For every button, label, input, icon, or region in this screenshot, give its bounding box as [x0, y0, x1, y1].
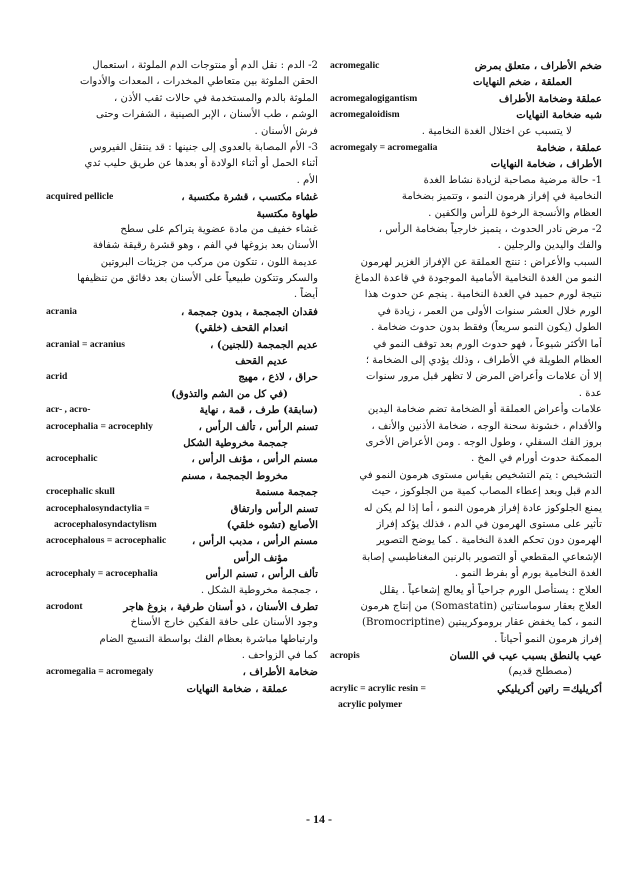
arabic-term: مخروط الجمجمة ، مسنم [181, 469, 288, 482]
arabic-definition-text: فرش الأسنان . [254, 125, 318, 137]
arabic-term: عملقة وضخامة الأطراف [499, 92, 602, 105]
english-term: acr- , acro- [46, 404, 91, 416]
definition-line [46, 156, 318, 172]
definition-line [330, 615, 602, 631]
definition-line [46, 583, 318, 599]
definition-line [46, 386, 318, 402]
dictionary-entry-line [330, 140, 602, 156]
definition-line [46, 615, 318, 631]
definition-line [330, 287, 602, 303]
arabic-term: مسنم الرأس ، مؤنف الرأس ، [191, 453, 318, 466]
arabic-definition-text: التشخيص : يتم التشخيص بقياس مستوى هرمون النمو في [359, 469, 602, 481]
arabic-definition-text: والفك واليدين والرجلين . [497, 240, 602, 252]
arabic-definition-text: تأثير على مستوى الهرمون في الدم ، فذلك يؤكد إفراز [376, 518, 602, 530]
arabic-definition-text: والأقدام ، خشونة سحنة الوجه ، ضخامة الأذنين والأنف ، [371, 420, 602, 432]
definition-line [330, 402, 602, 418]
definition-line [330, 664, 602, 680]
arabic-definition-text: الإشعاعي المقطعي أو التصوير بالرنين المغناطيسي إصابة [361, 551, 602, 563]
definition-line [330, 206, 602, 222]
dictionary-entry-line [46, 484, 318, 500]
arabic-definition-text: 2- مرض نادر الحدوث ، يتميز خارجياً بضخامة الرأس ، [378, 223, 602, 235]
arabic-term: تسنم الرأس ، تألف الرأس ، [198, 420, 318, 433]
definition-line [330, 173, 602, 189]
arabic-definition-text: (مصطلح قديم) [508, 666, 572, 678]
definition-line [330, 353, 602, 369]
english-term: acromegalogigantism [330, 92, 418, 104]
english-term: acrania [46, 305, 77, 317]
arabic-definition-text: النخامية في إفراز هرمون النمو ، وتتميز بضخامة [401, 191, 602, 203]
dictionary-entry-line [46, 517, 318, 533]
arabic-definition-text: أيضاً . [293, 289, 318, 301]
dictionary-entry-line [330, 107, 602, 123]
arabic-definition-text: العظام والأنسجة الرخوة للرأس والكفين . [428, 207, 602, 219]
definition-line [46, 320, 318, 336]
left-column [46, 58, 318, 697]
definition-line [46, 222, 318, 238]
arabic-term: (سابقة) طرف ، قمة ، نهاية [199, 404, 318, 417]
definition-line [46, 435, 318, 451]
right-column [330, 58, 602, 714]
definition-line [330, 468, 602, 484]
arabic-term: انعدام القحف (خلقي) [194, 322, 288, 335]
definition-line [46, 74, 318, 90]
arabic-definition-text: الملوثة بالدم والمستخدمة في حالات ثقب الأذن ، [114, 92, 318, 104]
arabic-definition-text: الأم . [296, 174, 318, 186]
arabic-definition-text: العلاج : يستأصل الورم جراحياً أو يعالج إشعاعياً . يقلل [379, 584, 602, 596]
definition-line [46, 124, 318, 140]
dictionary-entry-line [330, 648, 602, 664]
english-term: acromegaly = acromegalia [330, 141, 438, 153]
arabic-definition-text: الهرمون دون تحكم الغدة النخامية . كما يوضح التصوير [376, 535, 602, 547]
arabic-definition-text: النمو ، كما يخفض عقار بروموكريبتين (Bromocriptine) [362, 617, 602, 629]
definition-line [46, 468, 318, 484]
english-term: acrocephalia = acrocephly [46, 420, 153, 432]
arabic-term: تطرف الأسنان ، ذو أسنان طرفية ، بزوغ هاجر [123, 600, 318, 613]
arabic-term: مسنم الرأس ، مدبب الرأس ، [192, 535, 318, 548]
english-term: acrocephalous = acrocephalic [46, 535, 167, 547]
arabic-term: (في كل من الشم والتذوق) [171, 387, 288, 400]
arabic-definition-text: العظام الطويلة في الأطراف ، وذلك يؤدي إلى الضخامة ؛ [365, 355, 602, 367]
arabic-term: فقدان الجمجمة ، بدون جمجمة ، [180, 305, 318, 318]
definition-line [46, 632, 318, 648]
arabic-definition-text: إلا أن علامات وأعراض المرض لا تظهر قبل مرور سنوات [366, 371, 602, 383]
dictionary-entry-line [46, 664, 318, 680]
english-term: acrylic polymer [338, 699, 403, 711]
arabic-term: طهاوة مكتسبة [256, 207, 318, 220]
arabic-term: عملقة ، ضخامة [536, 141, 602, 154]
definition-line [46, 271, 318, 287]
definition-line [330, 271, 602, 287]
arabic-term: ضخم الأطراف ، متعلق بمرض [474, 60, 602, 72]
arabic-definition-text: وجود الأسنان على حافة الفكين خارج الأسناخ [130, 617, 318, 629]
definition-line [330, 419, 602, 435]
definition-line [46, 91, 318, 107]
definition-line [330, 533, 602, 549]
dictionary-entry-line [330, 91, 602, 107]
definition-line [330, 156, 602, 172]
arabic-definition-text: الأسنان بعد بزوغها في الفم ، وهو قشرة رقيقة شفافة [92, 240, 318, 252]
definition-line [330, 189, 602, 205]
definition-line [46, 238, 318, 254]
english-term: acrid [46, 371, 68, 383]
definition-line [330, 517, 602, 533]
definition-line [330, 451, 602, 467]
arabic-term: الأصابع (تشوه خلقي) [226, 518, 318, 531]
arabic-term: عيب بالنطق بسبب عيب في اللسان [449, 650, 602, 663]
definition-line [46, 648, 318, 664]
english-term: crocephalic skull [46, 486, 115, 498]
definition-line [330, 501, 602, 517]
arabic-definition-text: أثناء الحمل أو أثناء الولادة أو بعدها عن طريق حليب ثدي [84, 158, 318, 170]
arabic-definition-text: الوشم ، طب الأسنان ، الإبر الصينية ، الشفرات وحتى [95, 109, 318, 121]
english-term: acrocephalosyndactylism [54, 518, 157, 530]
definition-line [330, 222, 602, 238]
arabic-definition-text: غشاء خفيف من مادة عضوية يتراكم على سطح [120, 223, 318, 235]
english-term: acromegalia = acromegaly [46, 666, 154, 678]
definition-line [330, 369, 602, 385]
english-term: acrylic = acrylic resin = [330, 682, 427, 694]
arabic-term: غشاء مكتسب ، قشرة مكتسبة ، [181, 191, 318, 204]
dictionary-entry-line [46, 402, 318, 418]
arabic-definition-text: ، جمجمة مخروطية الشكل . [200, 584, 318, 596]
definition-line [330, 124, 602, 140]
dictionary-entry-line [46, 189, 318, 205]
arabic-term: مؤنف الرأس [233, 551, 288, 564]
definition-line [330, 599, 602, 615]
definition-line [46, 353, 318, 369]
definition-line [330, 320, 602, 336]
definition-line [330, 255, 602, 271]
definition-line [46, 206, 318, 222]
arabic-definition-text: السبب والأعراض : تنتج العملقة عن الإفراز الغزير لهرمون [360, 256, 602, 268]
definition-line [330, 304, 602, 320]
arabic-definition-text: الغدة النخامية بورم أو بفرط النمو . [454, 568, 602, 580]
arabic-term: تسنم الرأس وارتفاق [230, 502, 318, 515]
definition-line [330, 238, 602, 254]
arabic-definition-text: والسكر وتتكون طبيعياً على الأسنان بعد دقائق من تنظيفها [77, 273, 318, 285]
english-term: acranial = acranius [46, 338, 126, 350]
arabic-definition-text: النمو من الغدة النخامية الأمامية الموجودة في قاعدة الدماغ [354, 273, 602, 285]
dictionary-entry-line [330, 697, 602, 713]
english-term: acquired pellicle [46, 191, 114, 203]
english-term: acropis [330, 650, 360, 662]
arabic-term: عملقة ، ضخامة النهايات [186, 682, 288, 695]
dictionary-entry-line [46, 599, 318, 615]
arabic-term: جمجمة مسنمة [255, 486, 318, 499]
definition-line [330, 74, 602, 90]
definition-line [330, 632, 602, 648]
arabic-definition-text: يمنع الجلوكوز عادة إفراز هرمون النمو ، أما إذا لم يكن له [363, 502, 602, 514]
arabic-definition-text: 2- الدم : نقل الدم أو منتوجات الدم الملوثة ، استعمال [92, 60, 318, 71]
arabic-definition-text: الدم قبل وبعد إعطاء المصاب كمية من الجلوكوز ، حيث [371, 486, 602, 498]
definition-line [46, 255, 318, 271]
arabic-term: عديم القحف [235, 355, 288, 368]
definition-line [46, 107, 318, 123]
arabic-definition-text: وارتباطها مباشرة بعظام الفك بواسطة النسيج الضام [99, 633, 318, 645]
definition-line [330, 386, 602, 402]
arabic-term: العملقة ، ضخم النهايات [473, 76, 572, 89]
definition-line [330, 484, 602, 500]
arabic-definition-text: الورم خلال العشر سنوات الأولى من العمر ، زيادة في [377, 305, 602, 317]
arabic-definition-text: 3- الأم المصابة بالعدوى إلى جنينها : قد ينتقل الفيروس [89, 141, 318, 153]
definition-line [330, 583, 602, 599]
definition-line [330, 337, 602, 353]
english-term: acrocephalic [46, 453, 98, 465]
definition-line [330, 566, 602, 582]
arabic-term: تألف الرأس ، تسنم الرأس [205, 568, 318, 581]
arabic-definition-text: نتيجة لورم حميد في الغدة النخامية . ينجم عن حدوث هذا [364, 289, 602, 301]
page-number: - 14 - [306, 812, 332, 826]
arabic-definition-text: أما الأكثر شيوعاً ، فهو حدوث الورم بعد توقف النمو في [373, 338, 602, 350]
arabic-definition-text: الممكنة حدوث أورام في المخ . [470, 453, 602, 465]
arabic-definition-text: العلاج بعقار سوماستاتين (Somastatin) من إنتاج هرمون [360, 600, 602, 612]
definition-line [46, 681, 318, 697]
arabic-term: أكريليك= راتين أكريليكي [497, 682, 602, 695]
dictionary-entry-line [46, 419, 318, 435]
arabic-term: حراق ، لاذع ، مهيج [238, 371, 318, 384]
arabic-definition-text: عديمة اللون ، تتكون من مركب من جزيئات البروتين [100, 256, 318, 268]
definition-line [46, 287, 318, 303]
arabic-definition-text: علامات وأعراض العملقة أو الضخامة تضم ضخامة اليدين [367, 404, 602, 416]
dictionary-entry-line [330, 58, 602, 74]
english-term: acrocephaly = acrocephalia [46, 568, 158, 580]
arabic-term: جمجمة مخروطية الشكل [183, 436, 288, 449]
arabic-term: الأطراف ، ضخامة النهايات [490, 158, 602, 171]
dictionary-entry-line [46, 501, 318, 517]
dictionary-entry-line [46, 533, 318, 549]
dictionary-entry-line [46, 451, 318, 467]
arabic-term: ضخامة الأطراف ، [242, 666, 318, 679]
arabic-definition-text: عدة . [578, 387, 602, 399]
arabic-definition-text: بروز الفك السفلي ، وطول الوجه . ومن الأعراض الأخرى [365, 436, 602, 448]
dictionary-entry-line [46, 369, 318, 385]
english-term: acrodont [46, 600, 83, 612]
dictionary-entry-line [330, 681, 602, 697]
definition-line [46, 550, 318, 566]
english-term: acrocephalosyndactylia = [46, 502, 150, 514]
dictionary-entry-line [46, 304, 318, 320]
arabic-definition-text: الحقن الملوثة بين متعاطي المخدرات ، المعدات والأدوات [80, 76, 318, 88]
arabic-term: شبه ضخامة النهايات [516, 109, 602, 122]
definition-line [330, 550, 602, 566]
definition-line [330, 435, 602, 451]
arabic-definition-text: إفراز هرمون النمو أحياناً . [494, 633, 602, 645]
dictionary-entry-line [46, 337, 318, 353]
arabic-term: عديم الجمجمة (للجنين) ، [210, 338, 318, 351]
definition-line [46, 173, 318, 189]
arabic-definition-text: لا يتسبب عن اختلال الغدة النخامية . [421, 125, 572, 137]
arabic-definition-text: الطول (يكون النمو سريعاً) وفقط بدون حدوث ضخامة . [370, 322, 602, 334]
definition-line [46, 58, 318, 74]
arabic-definition-text: كما في الزواحف . [241, 650, 318, 662]
dictionary-entry-line [46, 566, 318, 582]
english-term: acromegalic [330, 60, 380, 71]
definition-line [46, 140, 318, 156]
arabic-definition-text: 1- حالة مرضية مصاحبة لزيادة نشاط الغدة [423, 174, 602, 186]
english-term: acromegaloidism [330, 109, 400, 121]
